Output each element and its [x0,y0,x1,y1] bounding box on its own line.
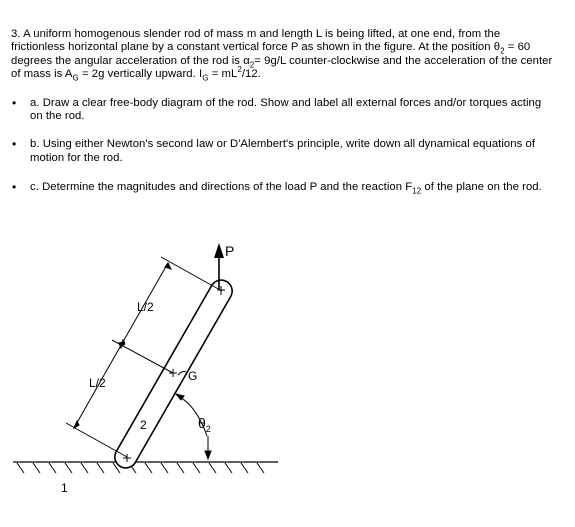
problem-intro: 3. A uniform homogenous slender rod of mass m and length L is being lifted, at one end, from the frictionless horizontal plane by a constant vertical force P as shown in the figure. At the position $\theta_2 = 60$ degrees the angular acceleration of the rod is $\alpha_2= 9g/L$ counter-clockwise and the acceleration of the center of mass is $A_G = 2g$ vertically upward. $I_G = mL^2/12$. [11,28,553,83]
problem-number: 3. [11,28,21,40]
ground-hatching [17,463,264,473]
task-item-c: • c. Determine the magnitudes and directions of the load P and the reaction $F_{12}$ of the plane on the rod. [11,181,556,194]
task-item-a: • a. Draw a clear free-body diagram of the rod. Show and label all external forces and/or torques acting on the rod. [11,97,556,124]
half-length-lower-label: L/2 [89,376,106,390]
task-item-b: • b. Using either Newton's second law or D'Alembert's principle, write down all dynamical equations of motion for the rod. [11,138,556,165]
ground-label: 1 [61,481,68,495]
force-label: P [225,243,235,259]
angle-label: $\theta_2$ [198,415,211,434]
center-of-mass-label: G [188,369,198,383]
problem-text-1: A uniform homogenous slender rod of mass m and length L is being lifted, at one end, from the frictionless horizontal plane by a constant vertical force P as shown in the figure. [11,28,501,54]
rod-label: 2 [140,418,147,432]
half-length-upper-label: L/2 [137,300,154,314]
ground [13,462,278,473]
rod [115,280,232,468]
